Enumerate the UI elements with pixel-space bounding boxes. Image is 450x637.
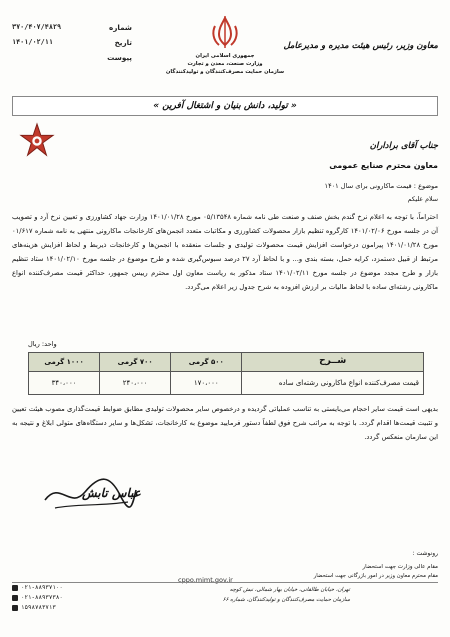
closing-paragraph: بدیهی است قیمت سایر احجام می‌بایستی به تناسب عملیاتی گردیده و درخصوص سایر محصولات تولیدی مطابق ضوابط قیمت‌گذاری مصوب هیئت تعیین و تثبیت قیمت‌ها اقدام گردد. با توجه به مراتب شرح فوق لطفاً دستور فرمایید موضوع به کارخانجات، تشکل‌ها و سایر دستگاه‌های متولی ابلاغ و نتیجه به این سازمان منعکس گردد.	[12, 405, 438, 441]
ministry-line-2: وزارت صنعت، معدن و تجارت	[187, 61, 263, 67]
addressee-title: معاون محترم صنایع عمومی	[329, 161, 438, 170]
phone-icon	[12, 585, 18, 591]
fax-icon	[12, 595, 18, 601]
address-line-2: سازمان حمایت مصرف‌کنندگان و تولیدکنندگان، شماره ۶۶	[222, 597, 350, 603]
organization-star-logo-icon	[18, 122, 56, 160]
iran-emblem-icon	[205, 12, 245, 52]
date-label: تاریخ	[114, 38, 132, 47]
letter-body: احتراماً، با توجه به اعلام نرخ گندم بخش صنف و صنعت طی نامه شماره ۰۵/۱۳۵۴۸ مورخ ۱۴۰۱/۰۱/۲۸ وزارت جهاد کشاورزی و تعیین نرخ آرد و تصویب آن در جلسه مورخ ۱۴۰۱/۰۲/۰۶ کارگروه تنظیم بازار محصولات کشاورزی و مکاتبات متعدد انجمن‌های کارخانجات ماکارونی منتهی به نامه شماره ۰۱/۶۱۷ مورخ ۱۴۰۱/۰۱/۲۸ پیرامون درخواست افزایش قیمت محصولات تولیدی و جلسات منعقده با انجمن‌ها و کارخانجات ذیربط و لحاظ افزایش هزینه‌های مرتبط از قبیل دستمزد، کرایه حمل، بسته بندی و... و با لحاظ آرد ۲۷ درصد سبوس‌گیری شده و طرح موضوع در جلسه مورخ ۱۴۰۱/۰۲/۱۰ ستاد تنظیم بازار و طرح مجدد موضوع در جلسه مورخ ۱۴۰۱/۰۲/۱۱ ستاد مذکور به ریاست معاون اول محترم رییس جمهور، حداکثر قیمت مصرف‌کننده انواع ماکارونی رشته‌ای ساده با لحاظ مالیات بر ارزش افزوده به شرح جدول زیر اعلام می‌گردد.	[12, 213, 438, 291]
date-value: ۱۴۰۱/۰۲/۱۱	[12, 38, 53, 46]
ministry-line-3: سازمان حمایت مصرف‌کنندگان و تولیدکنندگان	[165, 69, 285, 75]
fax-number: ۰۲۱-۸۸۹۳۷۳۸۰	[21, 595, 63, 601]
signature-name: عباس تابش	[82, 486, 141, 500]
letter-meta	[12, 20, 132, 65]
address-line-1: تهران، خیابان طالقانی، خیابان بهار شمالی، نبش کوچه	[229, 587, 350, 593]
row-description: قیمت مصرف‌کننده انواع ماکارونی رشته‌ای ساده	[242, 372, 424, 395]
contact-info	[12, 583, 63, 613]
ministry-heading	[150, 52, 300, 76]
header-1000g: ۱۰۰۰ گرمی	[29, 353, 100, 372]
website-link[interactable]: cppo.mimt.gov.ir	[178, 576, 233, 584]
greeting: سلام علیکم	[407, 196, 438, 203]
unit-note: واحد: ریال	[28, 340, 57, 348]
header-description: شــرح	[242, 353, 424, 372]
copy-recipient-1: مقام عالی وزارت جهت استحضار	[362, 564, 438, 570]
header-700g: ۷۰۰ گرمی	[100, 353, 171, 372]
number-value: ۳۷۰/۴۰۷/۴۸۲۹	[12, 23, 62, 31]
price-table	[28, 352, 424, 395]
ministry-line-1: جمهوری اسلامی ایران	[195, 53, 255, 59]
slogan-text: « تولید، دانش بنیان و اشتغال آفرین »	[153, 101, 297, 111]
subject-line: موضوع : قیمت ماکارونی برای سال ۱۴۰۱	[324, 182, 438, 190]
addressee-name: جناب آقای براداران	[369, 141, 438, 151]
phone-number: ۰۲۱-۸۸۹۳۷۱۰۰	[21, 585, 63, 591]
slogan-bar	[12, 96, 438, 116]
number-label: شماره	[109, 23, 132, 32]
table-row	[29, 372, 424, 395]
copies-label: رونوشت :	[412, 550, 438, 557]
postal-code: ۱۵۹۸۷۸۳۷۱۳	[21, 605, 56, 611]
postal-address	[130, 585, 350, 605]
header-500g: ۵۰۰ گرمی	[171, 353, 242, 372]
copy-recipient-2: مقام محترم معاون وزیر در امور بازرگانی جهت استحضار	[313, 573, 438, 579]
price-1000g: ۳۴۰،۰۰۰	[29, 372, 100, 395]
mail-icon	[12, 605, 18, 611]
office-title: معاون وزیر، رئیس هیئت مدیره و مدیرعامل	[283, 41, 438, 51]
attachment-label: پیوست	[107, 53, 132, 62]
price-700g: ۲۴۰،۰۰۰	[100, 372, 171, 395]
footer-divider	[12, 582, 438, 583]
price-table-header-row	[29, 353, 424, 372]
price-500g: ۱۷۰،۰۰۰	[171, 372, 242, 395]
